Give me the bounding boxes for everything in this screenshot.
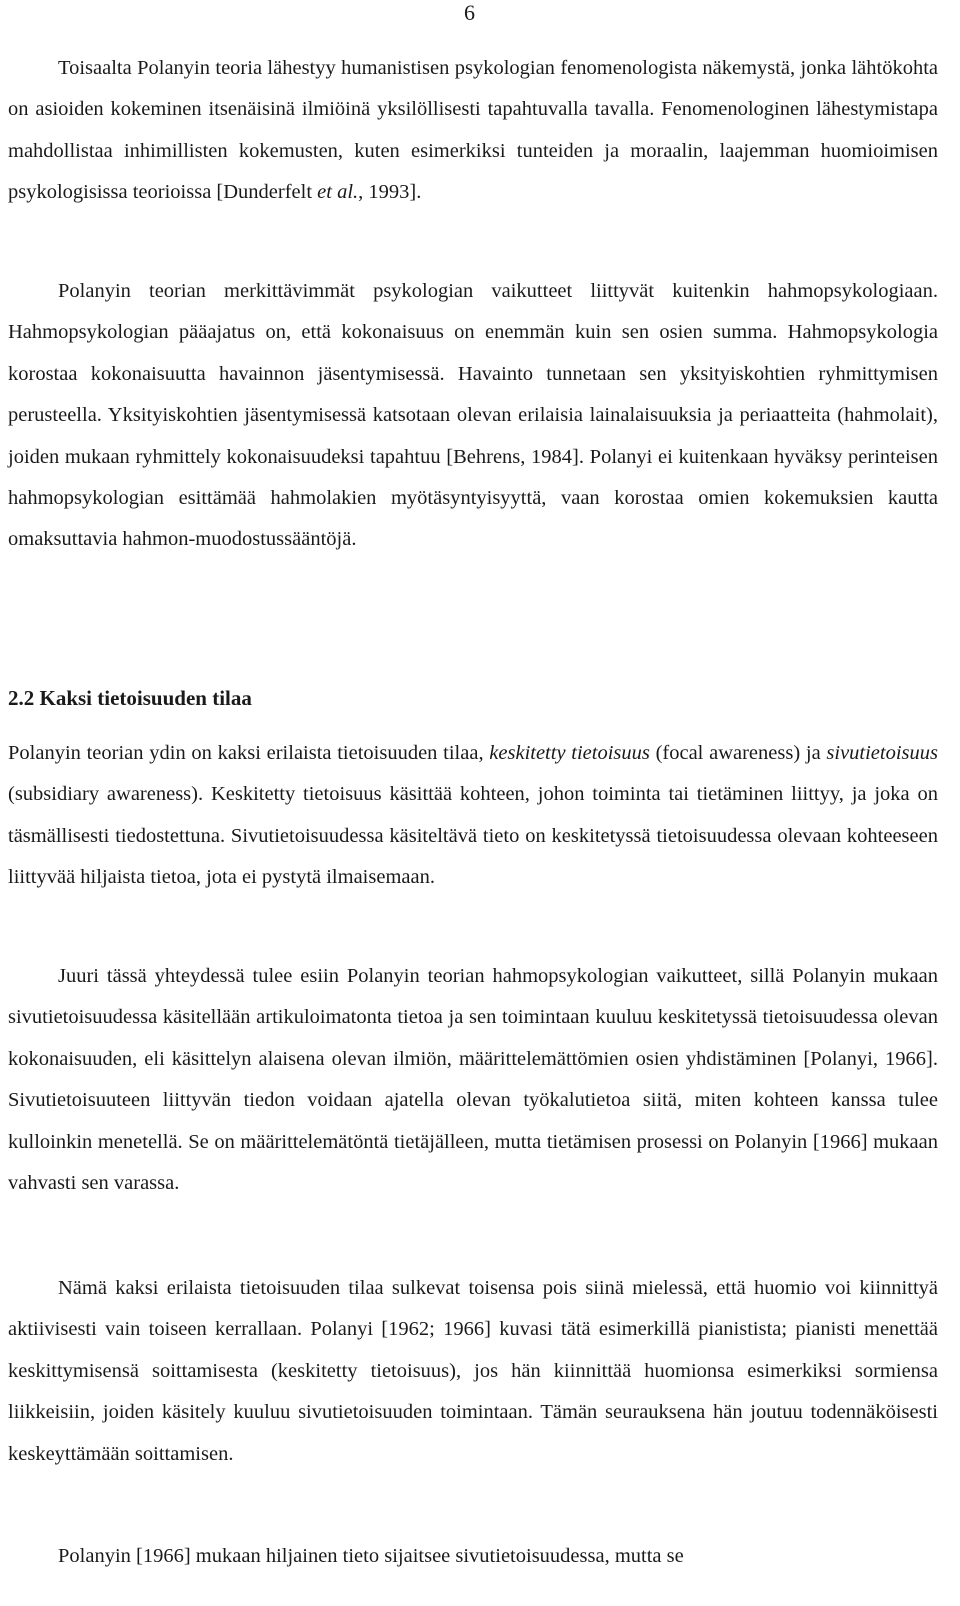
paragraph-text: Polanyin [1966] mukaan hiljainen tieto sijaitsee sivutietoisuudessa, mutta se (58, 1545, 684, 1567)
paragraph-humanistic-psychology (8, 48, 938, 214)
paragraph-gestalt-influence (8, 956, 938, 1204)
term-focal-awareness: keskitetty tietoisuus (489, 742, 650, 764)
paragraph-text: (subsidiary awareness). Keskitetty tietoisuus käsittää kohteen, johon toiminta tai tietäminen liittyy, ja joka on täsmällisesti tiedostettuna. Sivutietoisuudessa käsiteltävä tieto on keskitetyssä tietoisuudessa olevaan kohteeseen liittyvää hiljaista tietoa, jota ei pystytä ilmaisemaan. (8, 783, 938, 889)
term-subsidiary-awareness: sivutietoisuus (826, 742, 938, 764)
paragraph-text: Polanyin teorian merkittävimmät psykologian vaikutteet liittyvät kuitenkin hahmopsykologiaan. Hahmopsykologian pääajatus on, että kokonaisuus on enemmän kuin sen osien summa. Hahmopsykologia korostaa kokonaisuutta havainnon jäsentymisessä. Havainto tunnetaan sen yksityiskohtien ryhmittymisen perusteella. Yksityiskohtien jäsentymisessä katsotaan olevan erilaisia lainalaisuuksia ja periaatteita (hahmolait), joiden mukaan ryhmittely kokonaisuudeksi tapahtuu [Behrens, 1984]. Polanyi ei kuitenkaan hyväksy perinteisen hahmopsykologian esittämää hahmolakien myötäsyntyisyyttä, vaan korostaa omien kokemuksien kautta omaksuttavia hahmon-muodostussääntöjä. (8, 280, 938, 551)
paragraph-gestalt-psychology (8, 271, 938, 561)
paragraph-pianist-example (8, 1268, 938, 1475)
paragraph-text: , 1993]. (358, 181, 422, 204)
paragraph-text: Juuri tässä yhteydessä tulee esiin Polanyin teorian hahmopsykologian vaikutteet, sillä Polanyin mukaan sivutietoisuudessa käsitellään artikuloimatonta tietoa ja sen toimintaan kuuluu keskitetyssä tietoisuudessa olevan kokonaisuuden, eli käsittelyn alaisena olevan ilmiön, määrittelemättömien osien yhdistäminen [Polanyi, 1966]. Sivutietoisuuteen liittyvän tiedon voidaan ajatella olevan työkalutietoa siitä, miten kohteen kanssa tulee kulloinkin menetellä. Se on määrittelemätöntä tietäjälleen, mutta tietämisen prosessi on Polanyin [1966] mukaan vahvasti sen varassa. (8, 965, 938, 1195)
page-number: 6 (464, 0, 475, 25)
paragraph-text: (focal awareness) ja (649, 742, 827, 764)
paragraph-tacit-knowledge (8, 1536, 938, 1577)
citation-et-al: et al. (317, 181, 359, 204)
paragraph-two-awareness-states (8, 733, 938, 899)
paragraph-text: Nämä kaksi erilaista tietoisuuden tilaa sulkevat toisensa pois siinä mielessä, että huomio voi kiinnittyä aktiivisesti vain toiseen kerrallaan. Polanyi [1962; 1966] kuvasi tätä esimerkillä pianistista; pianisti menettää keskittymisensä soittamisesta (keskitetty tietoisuus), jos hän kiinnittää huomionsa esimerkiksi sormiensa liikkeisiin, joiden käsitely kuuluu sivutietoisuuden toimintaan. Tämän seurauksena hän joutuu todennäköisesti keskeyttämään soittamisen. (8, 1277, 938, 1465)
paragraph-text: Polanyin teorian ydin on kaksi erilaista tietoisuuden tilaa, (8, 742, 490, 764)
section-heading: 2.2 Kaksi tietoisuuden tilaa (8, 686, 252, 710)
paragraph-text: Toisaalta Polanyin teoria lähestyy humanistisen psykologian fenomenologista näkemystä, jonka lähtökohta on asioiden kokeminen itsenäisinä ilmiöinä yksilöllisesti tapahtuvalla tavalla. Fenomenologinen lähestymistapa mahdollistaa inhimillisten kokemusten, kuten esimerkiksi tunteiden ja moraalin, laajemman huomioimisen psykologisissa teorioissa [Dunderfelt (8, 57, 938, 204)
